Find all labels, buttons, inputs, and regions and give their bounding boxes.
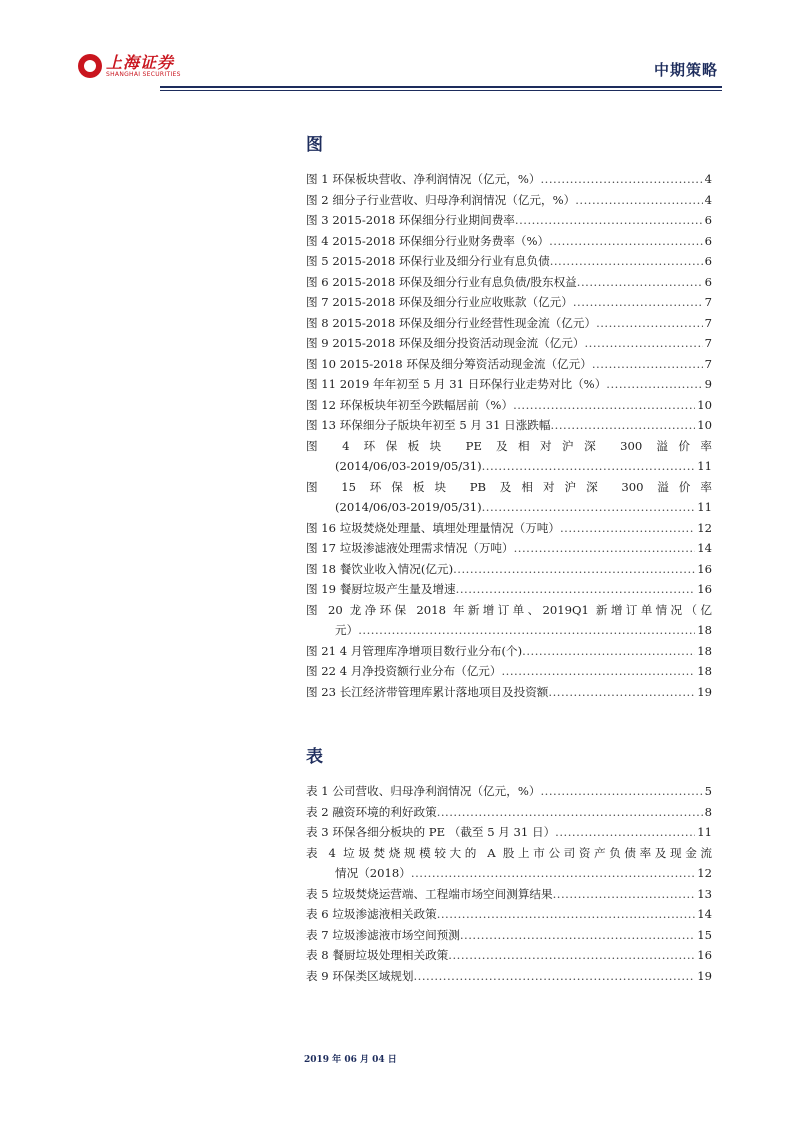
- figure-entry[interactable]: [306, 374, 712, 395]
- figure-entry[interactable]: [306, 559, 712, 580]
- figure-entry[interactable]: [306, 477, 712, 518]
- report-date: 2019 年 06 月 04 日: [304, 1055, 397, 1065]
- table-entry-title: 表 9 环保类区域规划: [306, 968, 414, 983]
- table-entry[interactable]: [306, 781, 712, 802]
- leader-dots: [513, 395, 695, 416]
- figure-entry-page: 14: [697, 541, 712, 555]
- figure-entry-page: 6: [704, 254, 712, 268]
- table-entry-page: 8: [704, 804, 712, 819]
- figure-entry[interactable]: [306, 292, 712, 313]
- table-entry-title: 表 2 融资环境的利好政策: [306, 804, 437, 819]
- figure-list: [306, 130, 712, 702]
- table-entry-title: 表 3 环保各细分板块的 PE （截至 5 月 31 日）: [306, 825, 556, 839]
- leader-dots: [551, 415, 696, 436]
- figure-entry-page: 11: [697, 459, 712, 473]
- figure-entry[interactable]: [306, 518, 712, 539]
- table-entry-page: 5: [704, 784, 712, 798]
- figure-entry-title: 图 22 4 月净投资额行业分布（亿元）: [306, 664, 502, 678]
- figure-entry[interactable]: [306, 395, 712, 416]
- leader-dots: [411, 863, 695, 884]
- figure-entry-title: 图 11 2019 年年初至 5 月 31 日环保行业走势对比（%）: [306, 377, 607, 391]
- figure-entry-title: 图 5 2015-2018 环保行业及细分行业有息负债: [306, 254, 550, 268]
- table-entry-title: 表 4 垃圾焚烧规模较大的 A 股上市公司资产负债率及现金流: [306, 845, 712, 860]
- figure-entry-title: 图 13 环保细分子版块年初至 5 月 31 日涨跌幅: [306, 418, 551, 432]
- figure-entry-page: 6: [704, 233, 712, 248]
- leader-dots: [456, 579, 696, 600]
- leader-dots: [606, 374, 702, 395]
- figure-entry-page: 6: [704, 274, 712, 289]
- table-entry[interactable]: [306, 925, 712, 946]
- figure-entry[interactable]: [306, 190, 712, 211]
- figure-entry-page: 9: [704, 377, 712, 391]
- table-entry-page: 12: [697, 866, 712, 880]
- figure-entry-title: 图 8 2015-2018 环保及细分行业经营性现金流（亿元）: [306, 315, 597, 330]
- logo-chinese-name: 上海证券: [106, 53, 175, 72]
- leader-dots: [555, 822, 695, 843]
- figure-entry-page: 10: [697, 418, 712, 432]
- table-entry-page: 15: [697, 927, 712, 942]
- figure-entry-title: 图 21 4 月管理库净增项目数行业分布(个): [306, 643, 523, 658]
- header-divider-thin: [160, 90, 722, 91]
- figure-entry-title: 图 7 2015-2018 环保及细分行业应收账款（亿元）: [306, 295, 573, 309]
- table-entry[interactable]: [306, 843, 712, 884]
- figure-entry-page: 11: [697, 500, 712, 514]
- figure-entry-title: 图 1 环保板块营收、净利润情况（亿元，%）: [306, 172, 541, 186]
- leader-dots: [548, 682, 695, 703]
- figure-entry[interactable]: [306, 579, 712, 600]
- figure-entry[interactable]: [306, 436, 712, 477]
- figure-entry-title: 图 6 2015-2018 环保及细分行业有息负债/股东权益: [306, 274, 577, 289]
- figure-entry-page: 18: [697, 664, 712, 678]
- figure-entry[interactable]: [306, 641, 712, 662]
- figure-entry-title: 图 23 长江经济带管理库累计落地项目及投资额: [306, 684, 549, 699]
- figure-entry-page: 4: [704, 192, 712, 207]
- figure-entry-title: 图 16 垃圾焚烧处理量、填埋处理量情况（万吨）: [306, 520, 560, 535]
- figure-entry[interactable]: [306, 169, 712, 190]
- logo-english-name: SHANGHAI SECURITIES: [106, 71, 181, 78]
- leader-dots: [540, 169, 702, 190]
- company-logo: [78, 54, 181, 78]
- table-entry[interactable]: [306, 966, 712, 987]
- table-entry[interactable]: [306, 802, 712, 823]
- figure-entry-page: 7: [704, 295, 712, 309]
- leader-dots: [553, 884, 696, 905]
- figure-entry-page: 4: [704, 172, 712, 186]
- leader-dots: [540, 781, 702, 802]
- leader-dots: [502, 661, 696, 682]
- figure-entry-title: 图 4 2015-2018 环保细分行业财务费率（%）: [306, 233, 550, 248]
- figure-entry-title: 图 10 2015-2018 环保及细分筹资活动现金流（亿元）: [306, 356, 592, 371]
- figure-entry[interactable]: [306, 682, 712, 703]
- leader-dots: [482, 497, 696, 518]
- table-entry-title: 表 1 公司营收、归母净利润情况（亿元，%）: [306, 784, 541, 798]
- leader-dots: [482, 456, 696, 477]
- leader-dots: [549, 231, 703, 252]
- leader-dots: [560, 518, 695, 539]
- figure-entry-page: 16: [697, 561, 712, 576]
- figure-entry-page: 16: [697, 582, 712, 596]
- figure-entry[interactable]: [306, 661, 712, 682]
- figure-entry-title-cont: (2014/06/03-2019/05/31): [335, 500, 482, 514]
- table-entry-page: 14: [697, 907, 712, 921]
- table-entry-page: 19: [697, 968, 712, 983]
- logo-emblem-icon: [78, 54, 102, 78]
- leader-dots: [448, 945, 695, 966]
- figure-entry-title: 图 3 2015-2018 环保细分行业期间费率: [306, 213, 515, 227]
- table-entry-title: 表 8 餐厨垃圾处理相关政策: [306, 948, 449, 962]
- leader-dots: [437, 802, 703, 823]
- leader-dots: [577, 272, 703, 293]
- figure-entry[interactable]: [306, 313, 712, 334]
- table-entry[interactable]: [306, 904, 712, 925]
- leader-dots: [514, 538, 696, 559]
- table-entry-title: 表 5 垃圾焚烧运营端、工程端市场空间测算结果: [306, 886, 553, 901]
- figure-entry[interactable]: [306, 415, 712, 436]
- leader-dots: [573, 292, 703, 313]
- table-entry-page: 16: [697, 948, 712, 962]
- table-entry[interactable]: [306, 945, 712, 966]
- table-list-heading: 表: [306, 747, 323, 767]
- leader-dots: [453, 559, 695, 580]
- leader-dots: [522, 641, 695, 662]
- leader-dots: [596, 313, 703, 334]
- table-entry-title: 表 7 垃圾渗滤液市场空间预测: [306, 927, 460, 942]
- leader-dots: [358, 620, 695, 641]
- leader-dots: [584, 333, 702, 354]
- figure-entry[interactable]: [306, 231, 712, 252]
- page-header: [0, 0, 800, 100]
- leader-dots: [414, 966, 696, 987]
- leader-dots: [515, 210, 703, 231]
- figure-entry[interactable]: [306, 272, 712, 293]
- figure-entry[interactable]: [306, 354, 712, 375]
- table-entry-title: 表 6 垃圾渗滤液相关政策: [306, 907, 437, 921]
- leader-dots: [592, 354, 703, 375]
- table-entry-page: 11: [697, 825, 712, 839]
- figure-entry-title-cont: 元）: [335, 623, 359, 637]
- report-section-label: 中期策略: [653, 61, 718, 79]
- figure-entry[interactable]: [306, 538, 712, 559]
- figure-entry-title: 图 20 龙净环保 2018 年新增订单、2019Q1 新增订单情况（亿: [306, 602, 712, 617]
- figure-entry-title: 图 18 餐饮业收入情况(亿元): [306, 561, 454, 576]
- figure-entry[interactable]: [306, 600, 712, 641]
- table-list: [306, 742, 712, 986]
- figure-entry[interactable]: [306, 251, 712, 272]
- table-entry[interactable]: [306, 884, 712, 905]
- figure-entry-title: 图 9 2015-2018 环保及细分投资活动现金流（亿元）: [306, 336, 585, 350]
- figure-entry-page: 18: [697, 623, 712, 637]
- figure-entry-page: 6: [704, 213, 712, 227]
- leader-dots: [550, 251, 703, 272]
- figure-entry-title: 图 19 餐厨垃圾产生量及增速: [306, 582, 456, 596]
- header-divider: [160, 86, 722, 88]
- leader-dots: [437, 904, 696, 925]
- leader-dots: [575, 190, 702, 211]
- figure-entry-title-cont: (2014/06/03-2019/05/31): [335, 459, 482, 473]
- figure-entry-page: 12: [697, 520, 712, 535]
- figure-entry-title: 图 2 细分子行业营收、归母净利润情况（亿元，%）: [306, 192, 576, 207]
- figure-entry-title: 图 15 环保板块 PB 及相对沪深 300 溢价率: [306, 479, 712, 494]
- figure-entry-page: 7: [704, 315, 712, 330]
- figure-entry-title: 图 12 环保板块年初至今跌幅居前（%）: [306, 397, 514, 412]
- figure-entry-page: 7: [704, 336, 712, 350]
- table-entry[interactable]: [306, 822, 712, 843]
- figure-list-heading: 图: [306, 135, 323, 155]
- figure-entry-page: 18: [697, 643, 712, 658]
- figure-entry-title: 图 4 环保板块 PE 及相对沪深 300 溢价率: [306, 438, 712, 453]
- table-entry-title-cont: 情况（2018）: [335, 866, 411, 880]
- figure-entry[interactable]: [306, 333, 712, 354]
- table-entry-page: 13: [697, 886, 712, 901]
- figure-entry-page: 7: [704, 356, 712, 371]
- leader-dots: [460, 925, 695, 946]
- figure-entry[interactable]: [306, 210, 712, 231]
- figure-entry-page: 19: [697, 684, 712, 699]
- figure-entry-page: 10: [697, 397, 712, 412]
- figure-entry-title: 图 17 垃圾渗滤液处理需求情况（万吨）: [306, 541, 514, 555]
